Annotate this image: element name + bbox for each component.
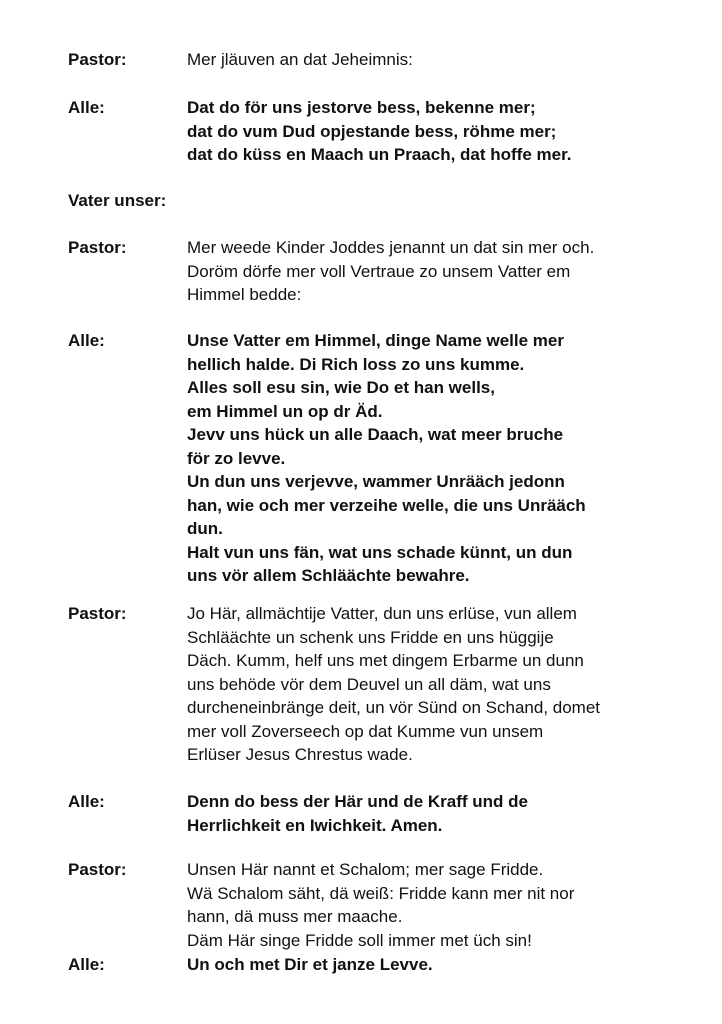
text-line: Dat do för uns jestorve bess, bekenne mer;: [187, 98, 536, 117]
text-line: durcheneinbränge deit, un vör Sünd on Schand, domet: [187, 698, 601, 717]
speaker-label: Alle:: [68, 792, 105, 811]
text-line: dat do küss en Maach un Praach, dat hoffe mer.: [187, 145, 572, 164]
text-line: Denn do bess der Här und de Kraff und de: [187, 792, 528, 811]
text-line: Himmel bedde:: [187, 285, 302, 304]
text-line: Mer weede Kinder Joddes jenannt un dat sin mer och.: [187, 238, 595, 257]
speaker-label: Pastor:: [68, 238, 127, 257]
text-line: Schläächte un schenk uns Fridde en uns hüggije: [187, 627, 554, 647]
speaker-label: Pastor:: [68, 604, 127, 623]
text-line: hellich halde. Di Rich loss zo uns kumme.: [187, 354, 525, 374]
speaker-label: Pastor:: [68, 860, 127, 879]
text-line: dat do vum Dud opjestande bess, röhme mer;: [187, 121, 557, 141]
text-line: han, wie och mer verzeihe welle, die uns Unrääch: [187, 495, 586, 515]
dialogue-text: [187, 48, 692, 72]
dialogue-text: [187, 96, 692, 167]
dialogue-text: [187, 858, 692, 952]
text-line: Unsen Här nannt et Schalom; mer sage Fridde.: [187, 860, 544, 879]
dialogue-text: [187, 790, 692, 837]
text-line: Erlüser Jesus Chrestus wade.: [187, 745, 413, 764]
text-line: Wä Schalom säht, dä weiß: Fridde kann mer nit nor: [187, 883, 575, 903]
speaker-label: Alle:: [68, 955, 105, 974]
text-line: Unse Vatter em Himmel, dinge Name welle mer: [187, 331, 564, 350]
dialogue-text: [187, 236, 692, 307]
text-line: för zo levve.: [187, 448, 286, 468]
dialogue-text: [187, 602, 692, 767]
text-line: mer voll Zoverseech op dat Kumme vun unsem: [187, 721, 544, 741]
text-line: Jo Här, allmächtije Vatter, dun uns erlüse, vun allem: [187, 604, 577, 623]
text-line: hann, dä muss mer maache.: [187, 907, 403, 926]
text-line: Däm Här singe Fridde soll immer met üch sin!: [187, 930, 532, 950]
text-line: uns behöde vör dem Deuvel un all däm, wat uns: [187, 674, 551, 694]
text-line: Däch. Kumm, helf uns met dingem Erbarme un dunn: [187, 651, 584, 670]
speaker-label: Alle:: [68, 98, 105, 117]
text-line: Un dun uns verjevve, wammer Unrääch jedonn: [187, 472, 565, 491]
text-line: Herrlichkeit en Iwichkeit. Amen.: [187, 815, 443, 835]
text-line: Doröm dörfe mer voll Vertraue zo unsem Vatter em: [187, 261, 571, 281]
dialogue-text: [187, 953, 692, 977]
text-line: dun.: [187, 519, 223, 538]
section-heading-vater-unser: Vater unser:: [68, 191, 167, 210]
text-line: Alles soll esu sin, wie Do et han wells,: [187, 378, 495, 397]
text-line: Jevv uns hück un alle Daach, wat meer bruche: [187, 425, 564, 444]
dialogue-text: [187, 329, 692, 588]
text-line: Mer jläuven an dat Jeheimnis:: [187, 50, 413, 69]
text-line: Un och met Dir et janze Levve.: [187, 955, 433, 974]
speaker-label: Pastor:: [68, 50, 127, 69]
text-line: uns vör allem Schläächte bewahre.: [187, 566, 470, 585]
text-line: em Himmel un op dr Äd.: [187, 401, 383, 421]
speaker-label: Alle:: [68, 331, 105, 350]
text-line: Halt vun uns fän, wat uns schade künnt, un dun: [187, 542, 573, 562]
